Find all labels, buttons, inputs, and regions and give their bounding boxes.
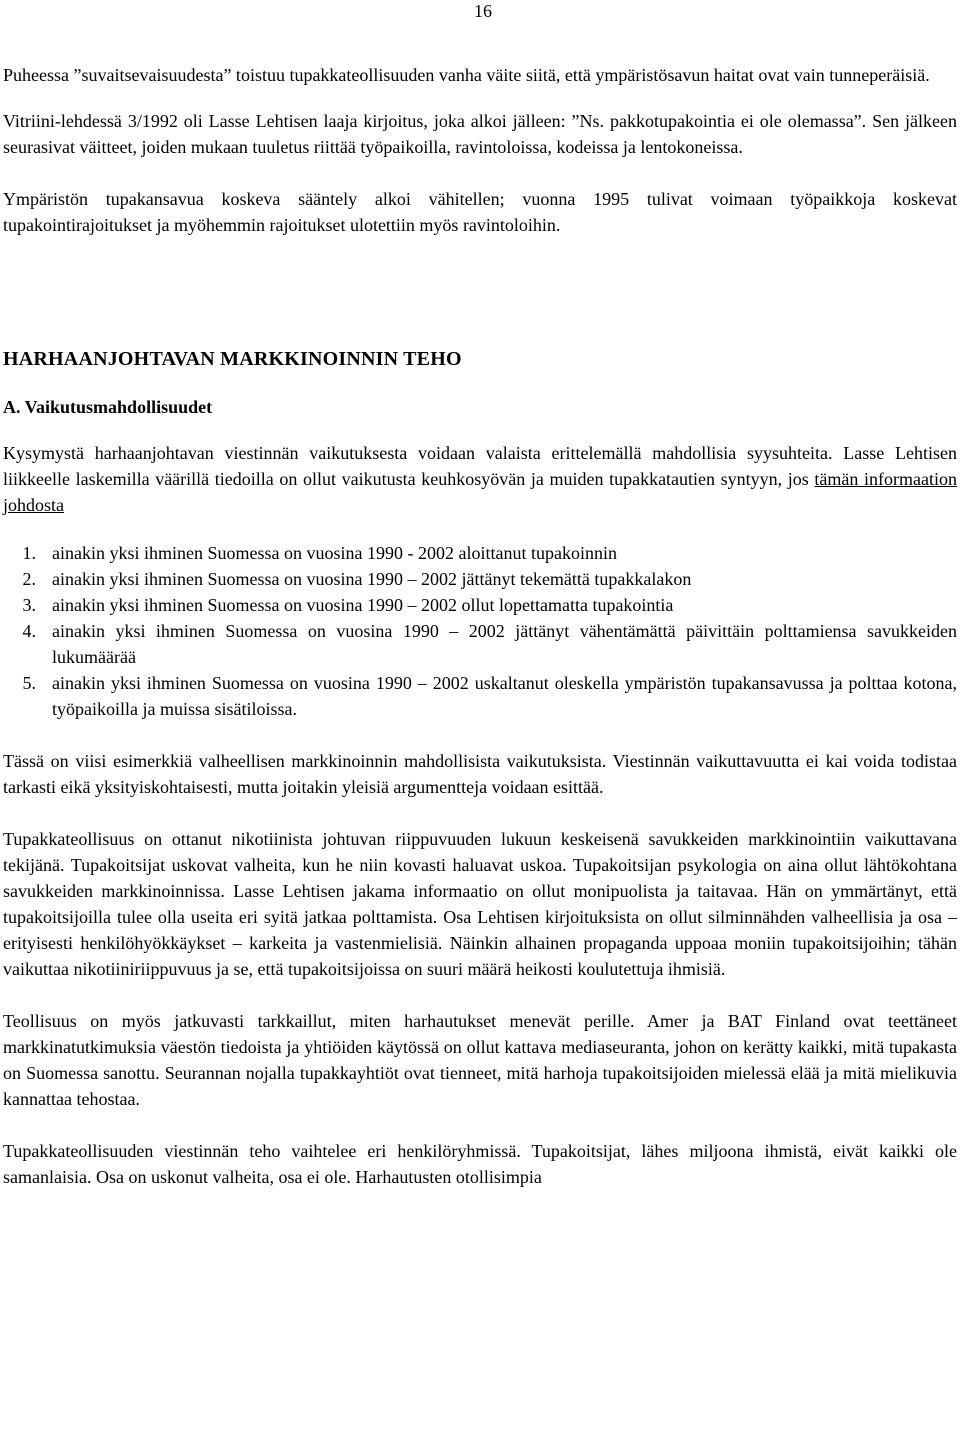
section-heading: HARHAANJOHTAVAN MARKKINOINNIN TEHO — [3, 348, 462, 370]
list-item — [3, 566, 957, 592]
paragraph-nicotine-dependence: Tupakkateollisuus on ottanut nikotiinista johtuvan riippuvuuden lukuun keskeisenä savukkeiden markkinointiin vaikuttavana tekijänä. Tupakoitsijat uskovat valheita, kun he niin kovasti haluavat uskoa. Tupakoitsijan psykologia on aina ollut lähtökohtana savukkeiden markkinoinnissa. Lasse Lehtisen jakama informaatio on ollut monipuolista ja taitavaa. Hän on ymmärtänyt, että tupakoitsijoilla tulee olla useita eri syitä jatkaa polttamista. Osa Lehtisen kirjoituksista on ollut silminnähden valheellisia ja osa – erityisesti henkilöhyökkäykset – karkeita ja vastenmielisiä. Näinkin alhainen propaganda uppoaa moniin tupakoitsijoihin; tähän vaikuttaa nikotiiniriippuvuus ja se, että tupakoitsijoissa on suuri määrä heikosti koulutettuja ihmisiä. — [3, 829, 957, 979]
list-item-text: ainakin yksi ihminen Suomessa on vuosina 1990 – 2002 jättänyt tekemättä tupakkalakon — [52, 569, 692, 589]
list-item — [3, 670, 957, 722]
page-number: 16 — [474, 1, 492, 21]
list-item-text: ainakin yksi ihminen Suomessa on vuosina 1990 – 2002 uskaltanut oleskella ympäristön tupakansavussa ja polttaa kotona, työpaikoilla ja muissa sisätiloissa. — [52, 673, 957, 719]
paragraph-regulation: Ympäristön tupakansavua koskeva sääntely alkoi vähitellen; vuonna 1995 tulivat voimaan työpaikkoja koskevat tupakointirajoitukset ja myöhemmin rajoitukset ulotettiin myös ravintoloihin. — [3, 189, 957, 235]
list-item-number: 1. — [22, 543, 36, 563]
paragraph-vitriini-article: Vitriini-lehdessä 3/1992 oli Lasse Lehtisen laaja kirjoitus, joka alkoi jälleen: ”Ns. pakkotupakointia ei ole olemassa”. Sen jälkeen seurasivat väitteet, joiden mukaan tuuletus riittää työpaikoilla, ravintoloissa, kodeissa ja lentokoneissa. — [3, 111, 957, 157]
list-item-text: ainakin yksi ihminen Suomessa on vuosina 1990 – 2002 jättänyt vähentämättä päivittäin polttamiensa savukkeiden lukumäärää — [52, 621, 957, 667]
intro-paragraph — [3, 440, 957, 518]
effects-list — [3, 540, 957, 722]
list-item-number: 5. — [22, 673, 36, 693]
list-item — [3, 592, 957, 618]
list-item-text: ainakin yksi ihminen Suomessa on vuosina 1990 - 2002 aloittanut tupakoinnin — [52, 543, 617, 563]
list-item — [3, 540, 957, 566]
list-item — [3, 618, 957, 670]
paragraph-five-examples: Tässä on viisi esimerkkiä valheellisen markkinoinnin mahdollisista vaikutuksista. Viestinnän vaikuttavuutta ei kai voida todistaa tarkasti eikä yksityiskohtaisesti, mutta joitakin yleisiä argumentteja voidaan esittää. — [3, 751, 957, 797]
intro-paragraph-underlined: tämän informaation johdosta — [3, 469, 957, 515]
paragraph-industry-monitoring: Teollisuus on myös jatkuvasti tarkkaillut, miten harhautukset menevät perille. Amer ja BAT Finland ovat teettäneet markkinatutkimuksia väestön tiedoista ja yhtiöiden käytössä on ollut kattava mediaseuranta, johon on kerätty kaikki, mitä tupakasta on Suomessa sanottu. Seurannan nojalla tupakkayhtiöt ovat tienneet, mitä harhoja tupakoitsijoiden mielessä elää ja mitä mielikuvia kannattaa tehostaa. — [3, 1011, 957, 1109]
document-body — [3, 62, 957, 1190]
list-item-number: 2. — [22, 569, 36, 589]
list-item-number: 4. — [22, 621, 36, 641]
list-item-text: ainakin yksi ihminen Suomessa on vuosina 1990 – 2002 ollut lopettamatta tupakointia — [52, 595, 674, 615]
intro-paragraph-text: Kysymystä harhaanjohtavan viestinnän vaikutuksesta voidaan valaista erittelemällä mahdollisia syysuhteita. Lasse Lehtisen liikkeelle laskemilla väärillä tiedoilla on ollut vaikutusta keuhkosyövän ja muiden tupakkatautien syntyyn, jos — [3, 443, 957, 489]
paragraph-environmental-smoke-claim: Puheessa ”suvaitsevaisuudesta” toistuu tupakkateollisuuden vanha väite siitä, että ympäristösavun haitat ovat vain tunneperäisiä. — [3, 65, 930, 85]
subheading: A. Vaikutusmahdollisuudet — [3, 397, 213, 417]
list-item-number: 3. — [22, 595, 36, 615]
paragraph-communication-effect: Tupakkateollisuuden viestinnän teho vaihtelee eri henkilöryhmissä. Tupakoitsijat, lähes miljoona ihmistä, eivät kaikki ole samanlaisia. Osa on uskonut valheita, osa ei ole. Harhautusten otollisimpia — [3, 1141, 957, 1187]
